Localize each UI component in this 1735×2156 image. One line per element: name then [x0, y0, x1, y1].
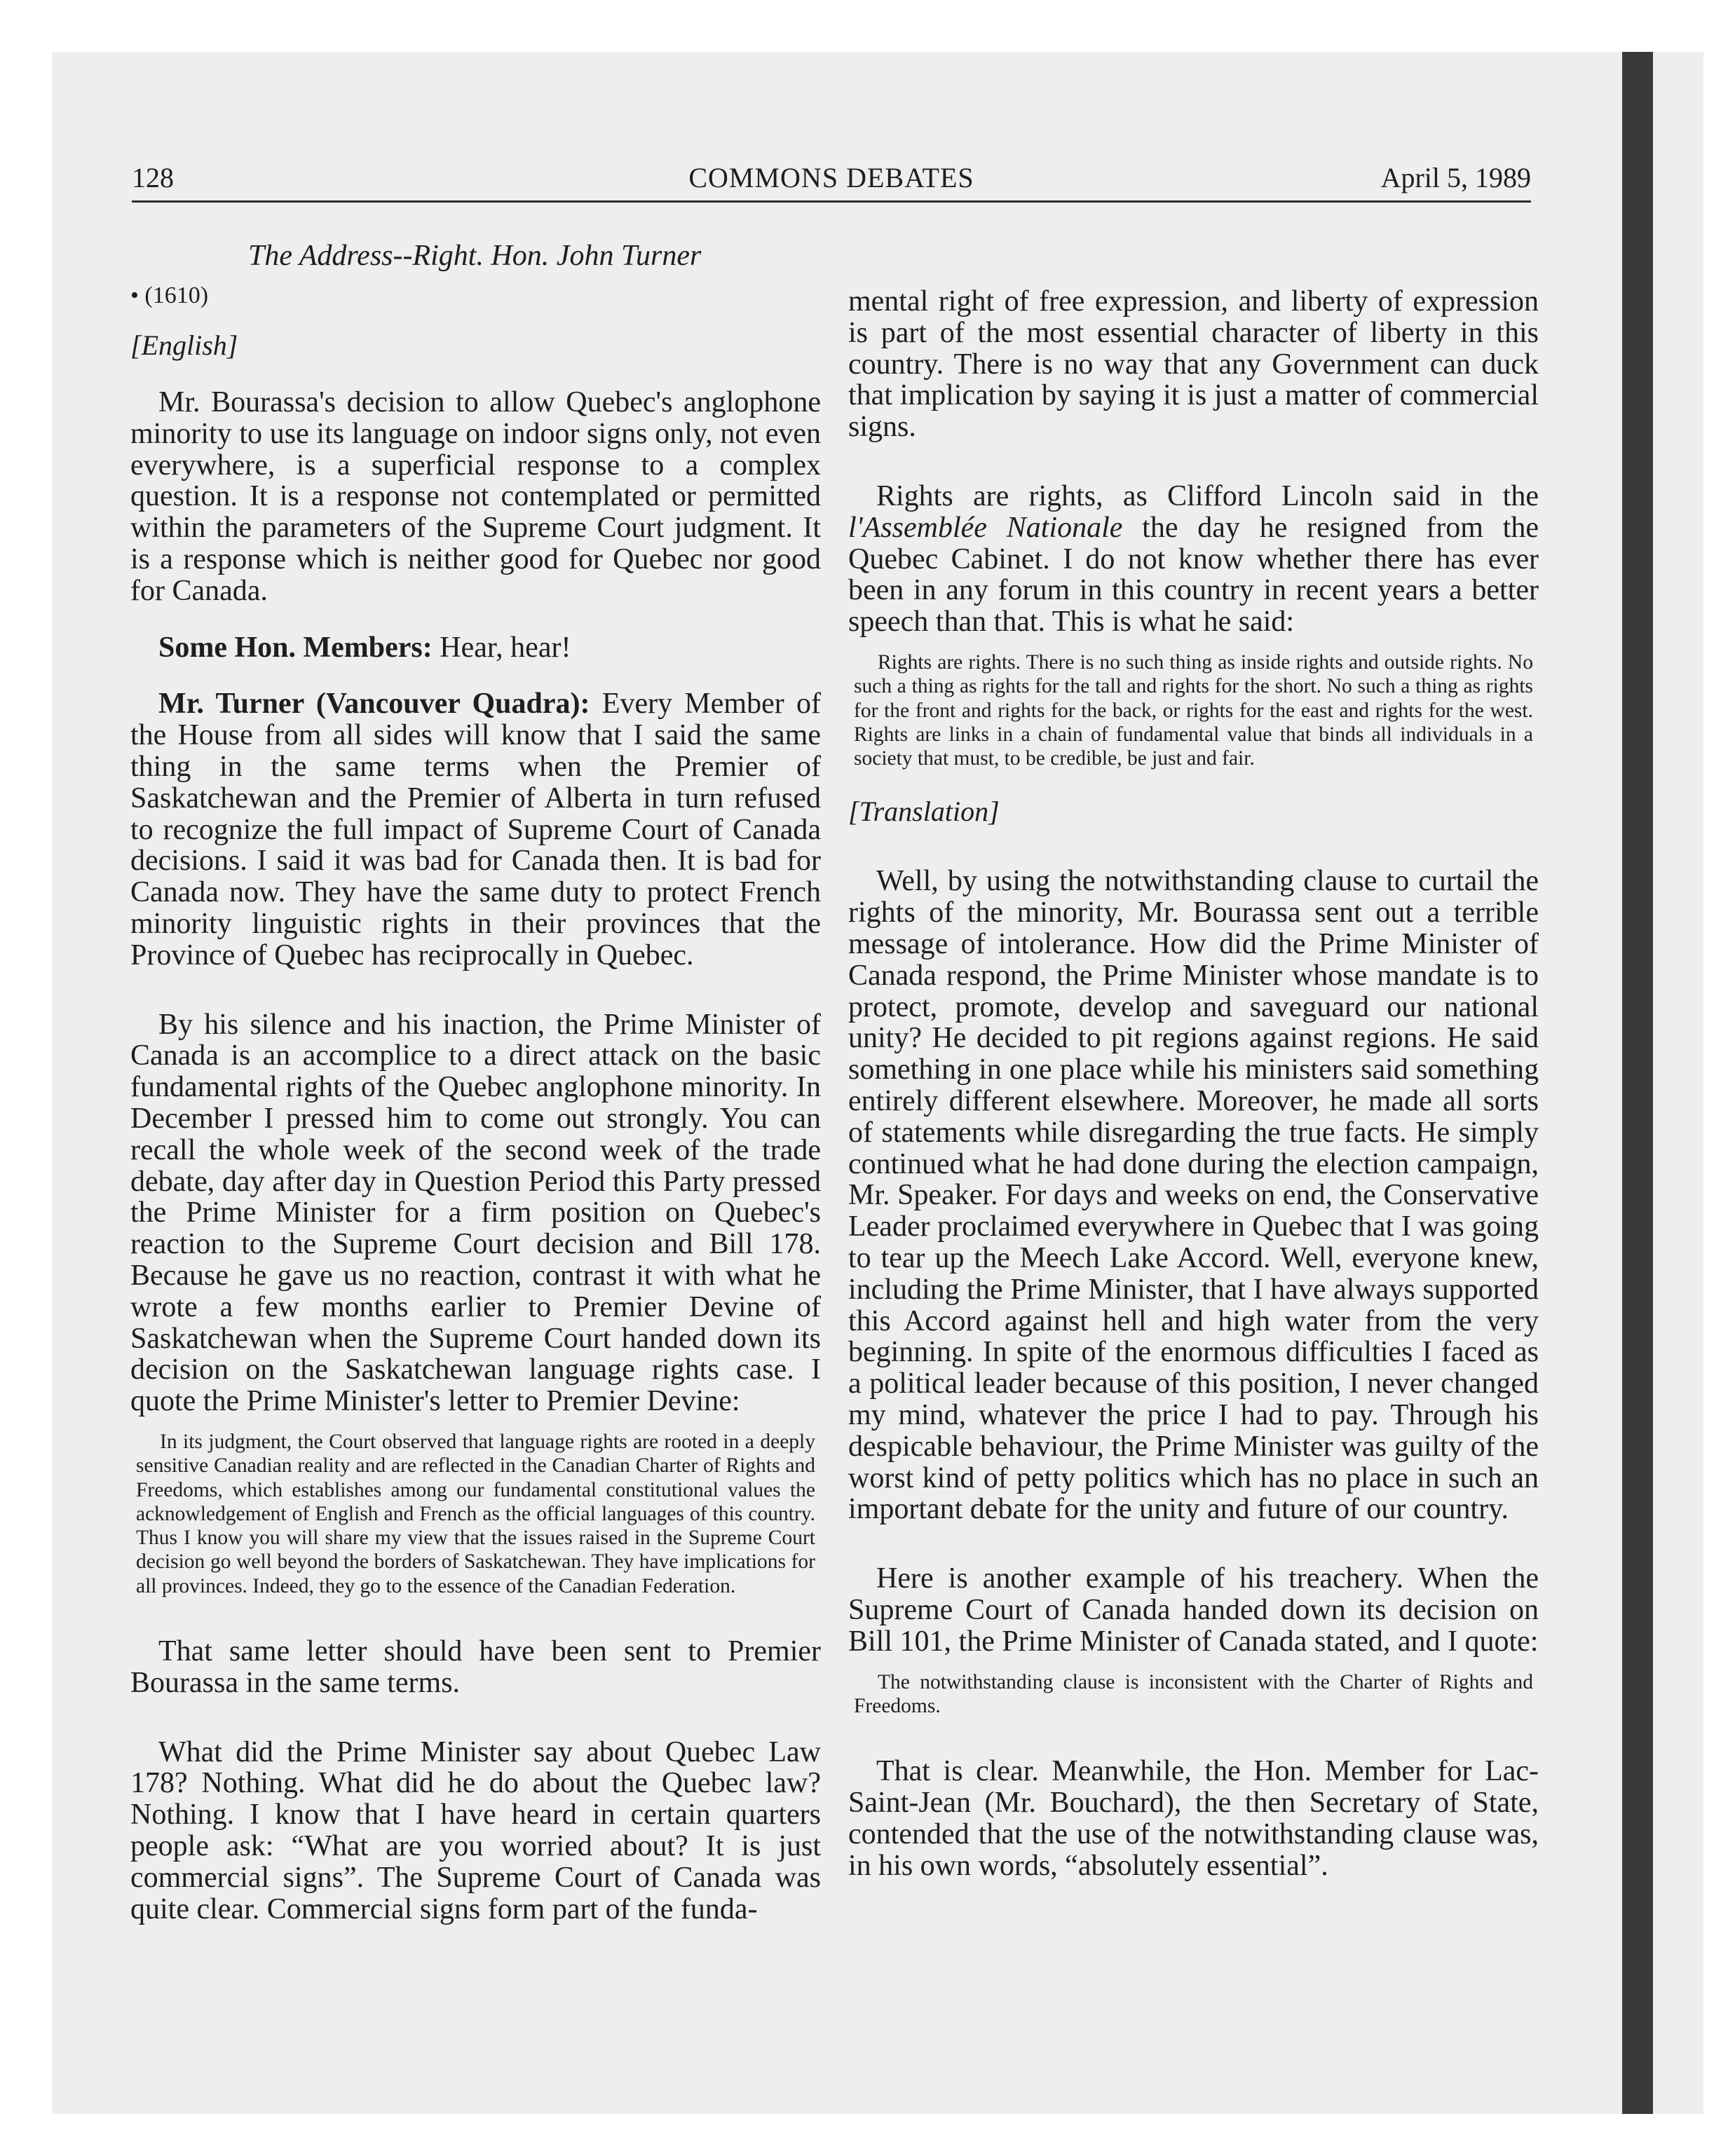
- paragraph-text: the day he resigned from the Quebec Cabinet. I do not know whether there has ever been in any forum in this country in recent years a better speech than that. This is what he said:: [848, 511, 1539, 639]
- paragraph: Mr. Bourassa's decision to allow Quebec's anglophone minority to use its language on indoor signs only, not even everywhere, is a superficial response to a complex question. It is a response not contemplated or permitted within the parameters of the Supreme Court judgment. It is a response which is neither good for Quebec nor good for Canada.: [130, 386, 821, 607]
- block-quote: The notwithstanding clause is inconsistent with the Charter of Rights and Freedoms.: [854, 1670, 1533, 1717]
- paragraph: [848, 481, 1539, 638]
- interjection-speaker: Some Hon. Members:: [158, 631, 433, 664]
- page-header: [132, 160, 1531, 196]
- speech-text: Every Member of the House from all sides will know that I said the same thing in the same terms when the Premier of Saskatchewan and the Premier of Alberta in turn refused to recognize the full impact of Supreme Court of Canada decisions. I said it was bad for Canada then. It is bad for Canada now. They have the same duty to protect French minority linguistic rights in their provinces that the Province of Quebec has reciprocally in Quebec.: [130, 688, 821, 971]
- italic-term: l'Assemblée Nationale: [848, 511, 1123, 544]
- interjection: [130, 632, 821, 664]
- paragraph: What did the Prime Minister say about Quebec Law 178? Nothing. What did he do about the Quebec law? Nothing. I know that I have heard in certain quarters people ask: “What are you worried about? It is just commercial signs”. The Supreme Court of Canada was quite clear. Commercial signs form part of the funda-: [130, 1735, 821, 1925]
- publication-title: COMMONS DEBATES: [688, 162, 974, 193]
- paragraph: That same letter should have been sent to Premier Bourassa in the same terms.: [130, 1635, 821, 1699]
- page-date: April 5, 1989: [1380, 162, 1531, 193]
- block-quote: Rights are rights. There is no such thing as inside rights and outside rights. No such a thing as rights for the tall and rights for the short. No such a thing as rights for the front and rights for the back, or rights for the east and rights for the west. Rights are links in a chain of fundamental value that binds all individuals in a society that must, to be credible, be just and fair.: [854, 650, 1533, 770]
- speaker-name: Mr. Turner (Vancouver Quadra):: [158, 688, 590, 721]
- header-rule: [132, 200, 1531, 203]
- paragraph-text: Rights are rights, as Clifford Lincoln said in the: [876, 479, 1539, 512]
- running-head: The Address--Right. Hon. John Turner: [248, 240, 702, 272]
- page-number: 128: [132, 162, 174, 193]
- interjection-text: Hear, hear!: [440, 631, 571, 664]
- paragraph: That is clear. Meanwhile, the Hon. Member for Lac-Saint-Jean (Mr. Bouchard), the then Secretary of State, contended that the use of the notwithstanding clause was, in his own words, “absolutely essential”.: [848, 1755, 1539, 1882]
- speech-paragraph: [130, 688, 821, 971]
- right-column: [848, 286, 1539, 1881]
- left-column: [130, 280, 821, 1925]
- timestamp: • (1610): [130, 282, 209, 308]
- paragraph: Well, by using the notwithstanding clause to curtail the rights of the minority, Mr. Bourassa sent out a terrible message of intolerance. How did the Prime Minister of Canada respond, the Prime Minister whose mandate is to protect, promote, develop and saveguard our national unity? He decided to pit regions against regions. He said something in one place while his ministers said something entirely different elsewhere. Moreover, he made all sorts of statements while disregarding the true facts. He simply continued what he had done during the election campaign, Mr. Speaker. For days and weeks on end, the Conservative Leader proclaimed everywhere in Quebec that I was going to tear up the Meech Lake Accord. Well, everyone knew, including the Prime Minister, that I have always supported this Accord against hell and high water from the very beginning. In spite of the enormous difficulties I faced as a political leader because of this position, I never changed my mind, whatever the price I had to pay. Through his despicable behaviour, the Prime Minister was guilty of the worst kind of petty politics which has no place in such an important debate for the unity and future of our country.: [848, 865, 1539, 1526]
- block-quote: In its judgment, the Court observed that language rights are rooted in a deeply sensitive Canadian reality and are reflected in the Canadian Charter of Rights and Freedoms, which establishes among our fundamental constitutional values the acknowledgement of English and French as the official languages of this country. Thus I know you will share my view that the issues raised in the Supreme Court decision go well beyond the borders of Saskatchewan. They have implications for all provinces. Indeed, they go to the essence of the Canadian Federation.: [136, 1430, 815, 1597]
- language-tag: [Translation]: [848, 796, 1000, 828]
- paragraph: mental right of free expression, and liberty of expression is part of the most essential character of liberty in this country. There is no way that any Government can duck that implication by saying it is just a matter of commercial signs.: [848, 285, 1539, 444]
- paragraph: Here is another example of his treachery. When the Supreme Court of Canada handed down its decision on Bill 101, the Prime Minister of Canada stated, and I quote:: [848, 1562, 1539, 1658]
- binding-edge: [1622, 52, 1653, 2114]
- language-tag: [English]: [130, 329, 238, 361]
- paragraph: By his silence and his inaction, the Prime Minister of Canada is an accomplice to a direct attack on the basic fundamental rights of the Quebec anglophone minority. In December I pressed him to come out strongly. You can recall the whole week of the second week of the trade debate, day after day in Question Period this Party pressed the Prime Minister for a firm position on Quebec's reaction to the Supreme Court decision and Bill 178. Because he gave us no reaction, contrast it with what he wrote a few months earlier to Premier Devine of Saskatchewan when the Supreme Court handed down its decision on the Saskatchewan language rights case. I quote the Prime Minister's letter to Premier Devine:: [130, 1008, 821, 1418]
